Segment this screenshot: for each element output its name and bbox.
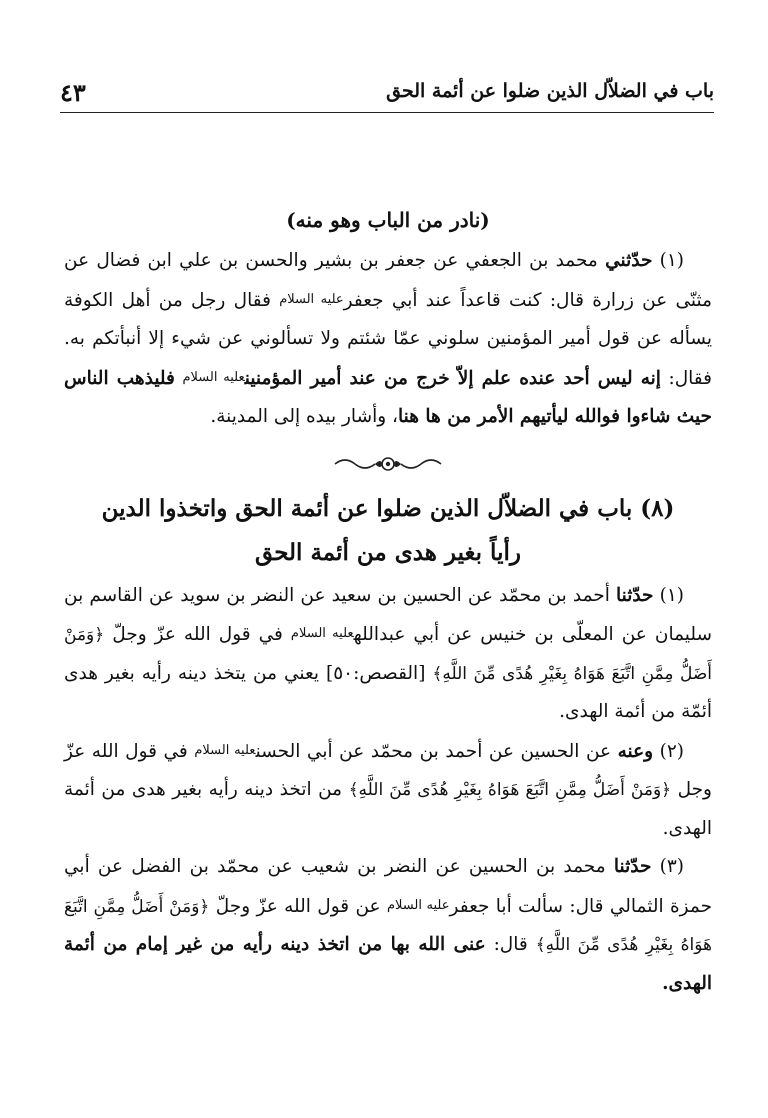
blessing-glyph: عليه السلام xyxy=(279,291,344,307)
hadith-number: (١) xyxy=(659,584,684,606)
hadith-lead: وعنه xyxy=(617,740,654,762)
hadith-text: ، وأشار بيده إلى المدينة. xyxy=(210,406,398,427)
chapter-title xyxy=(64,487,712,575)
hadith-paragraph xyxy=(64,732,712,849)
hadith-bold-text: عنى الله بها من اتخذ دينه رأيه من غير إمام من أئمة الهدى. xyxy=(64,934,712,994)
chapter-title-line: (٨) باب في الضلاّل الذين ضلوا عن أئمة الحق واتخذوا الدين xyxy=(101,494,675,522)
hadith-text: عن الحسين عن أحمد بن محمّد عن أبي الحسن xyxy=(255,740,612,762)
running-header xyxy=(60,78,714,113)
hadith-text: محمد بن الحسين عن النضر بن شعيب عن محمّد بن الفضل عن أبي حمزة الثمالي قال: سألت أبا جعفر xyxy=(64,856,712,917)
hadith-bold-text: فليذهب الناس حيث شاءوا فوالله ليأتيهم الأمر من ها هنا xyxy=(64,367,712,427)
hadith-bold-text: إنه ليس أحد عنده علم إلاّ خرج من عند أمير المؤمنين xyxy=(244,367,661,389)
hadith-text: محمد بن الجعفي عن جعفر بن بشير والحسن بن علي ابن فضال عن مثنّى عن زرارة قال: كنت قاعداً عند أبي جعفر xyxy=(64,250,713,311)
hadith-paragraph xyxy=(64,848,712,1003)
quran-verse: ﴿وَمَنْ أَضَلُّ مِمَّنِ اتَّبَعَ هَوَاهُ بِغَيْرِ هُدًى مِّنَ اللَّهِ﴾ xyxy=(348,780,672,800)
hadith-paragraph xyxy=(64,242,712,437)
hadith-text: قال: xyxy=(493,934,528,955)
page-number: ٤٣ xyxy=(60,78,86,107)
quran-verse: ﴿وَمَنْ أَضَلُّ مِمَّنِ اتَّبَعَ هَوَاهُ بِغَيْرِ هُدًى مِّنَ اللَّهِ﴾ xyxy=(64,625,712,684)
section-divider xyxy=(64,441,712,487)
hadith-lead: حدّثني xyxy=(605,250,653,271)
chapter-title-line: رأياً بغير هدى من أئمة الحق xyxy=(255,538,521,566)
quran-verse: ﴿وَمَنْ أَضَلُّ مِمَّنِ اتَّبَعَ هَوَاهُ بِغَيْرِ هُدًى مِّنَ اللَّهِ﴾ xyxy=(64,896,712,955)
hadith-lead: حدّثنا xyxy=(615,584,654,606)
hadith-text: في قول الله عزّ وجلّ xyxy=(112,624,283,645)
hadith-number: (١) xyxy=(659,250,684,271)
blessing-glyph: عليه السلام xyxy=(290,626,354,641)
header-title: باب في الضلاّل الذين ضلوا عن أئمة الحق xyxy=(386,80,714,102)
hadith-lead: حدّثنا xyxy=(613,856,652,877)
ornament-icon xyxy=(333,454,443,474)
blessing-glyph: عليه السلام xyxy=(194,742,256,758)
hadith-number: (٢) xyxy=(659,740,685,762)
verse-reference: [القصص:٥٠] xyxy=(326,662,426,684)
section-title: (نادر من الباب وهو منه) xyxy=(286,208,490,232)
hadith-text: يعني من يتخذ دينه رأيه بغير هدى أئمّة من أئمة الهدى. xyxy=(64,662,712,722)
page-content xyxy=(64,200,712,1003)
blessing-glyph: عليه السلام xyxy=(182,369,245,385)
hadith-text: في قول الله عزّ وجل xyxy=(64,740,712,800)
hadith-paragraph xyxy=(64,577,712,732)
hadith-number: (٣) xyxy=(659,856,684,877)
hadith-text: من اتخذ دينه رأيه بغير هدى من أئمة الهدى. xyxy=(64,779,712,839)
hadith-text: أحمد بن محمّد عن الحسين بن سعيد عن النضر بن سويد عن القاسم بن سليمان عن المعلّى بن خنيس عن أبي عبدالله xyxy=(64,584,712,645)
hadith-text: عن قول الله عزّ وجلّ xyxy=(215,895,381,917)
hadith-text: فقال رجل من أهل الكوفة يسأله عن قول أمير المؤمنين سلوني عمّا شئتم ولا تسألوني عن شيء إلا أنبأتكم به. فقال: xyxy=(64,289,713,389)
blessing-glyph: عليه السلام xyxy=(386,897,450,913)
